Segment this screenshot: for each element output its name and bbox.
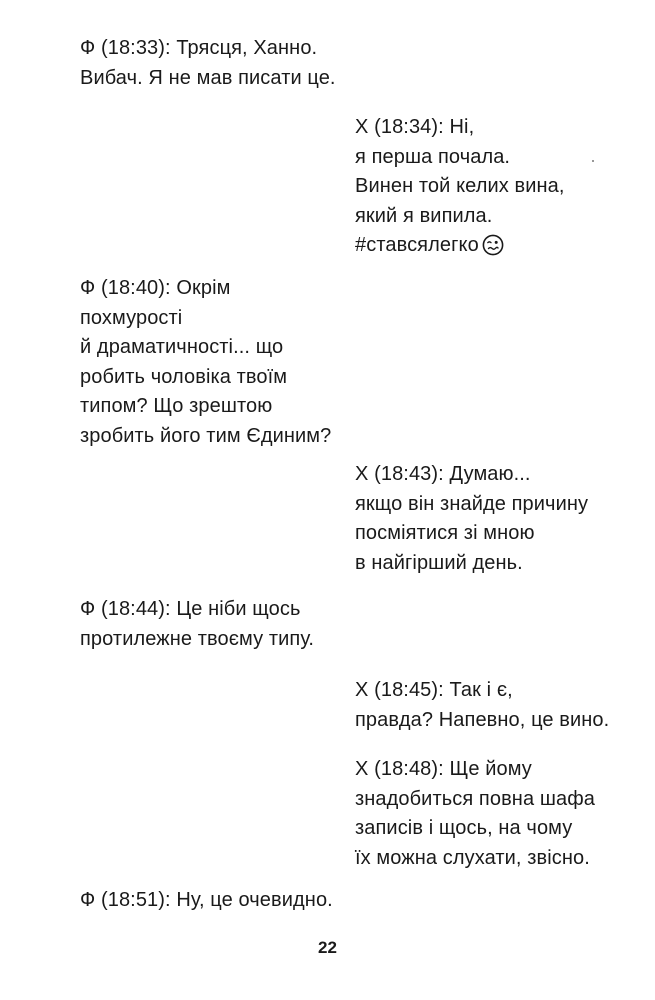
message-line: знадобиться повна шафа <box>355 787 595 810</box>
message-line: Х (18:34): Ні, <box>355 116 475 138</box>
message-line: я перша почала. <box>355 145 511 168</box>
message-h-1843 <box>355 460 588 578</box>
message-line: Ф (18:51): Ну, це очевидно. <box>80 889 333 911</box>
message-h-1834 <box>355 113 565 266</box>
message-line: записів і щось, на чому <box>355 817 573 839</box>
message-line: похмурості <box>80 306 183 329</box>
message-line: Х (18:48): Ще йому <box>355 758 532 780</box>
message-f-1851 <box>80 886 333 916</box>
message-f-1833 <box>80 34 336 93</box>
message-f-1844 <box>80 595 314 654</box>
message-line: в найгірший день. <box>355 551 523 574</box>
message-line: Ф (18:40): Окрім <box>80 277 231 299</box>
message-line: їх можна слухати, звісно. <box>355 846 590 869</box>
message-line: Х (18:43): Думаю... <box>355 463 531 485</box>
page-number: 22 <box>318 938 337 957</box>
message-line: Ф (18:33): Трясця, Ханно. <box>80 37 318 59</box>
message-line: протилежне твоєму типу. <box>80 627 315 650</box>
message-line: робить чоловіка твоїм <box>80 365 288 388</box>
message-line: типом? Що зрештою <box>80 395 273 417</box>
message-line: й драматичності... що <box>80 336 284 358</box>
woozy-face-icon <box>482 234 504 266</box>
message-line: правда? Напевно, це вино. <box>355 708 610 731</box>
message-line: якщо він знайде причину <box>355 492 589 515</box>
message-line-with-emoji <box>355 231 565 266</box>
message-line: Ф (18:44): Це ніби щось <box>80 598 301 620</box>
message-line: який я випила. <box>355 204 493 227</box>
message-line: зробить його тим Єдиним? <box>80 424 332 447</box>
message-line: Вибач. Я не мав писати це. <box>80 66 336 89</box>
hashtag: #ставсялегко <box>355 234 479 256</box>
message-line: Х (18:45): Так і є, <box>355 679 513 701</box>
message-f-1840 <box>80 274 331 451</box>
message-h-1845 <box>355 676 609 735</box>
message-line: Винен той келих вина, <box>355 175 565 197</box>
message-line: посміятися зі мною <box>355 522 535 544</box>
page-speck <box>592 160 594 162</box>
message-h-1848 <box>355 755 595 873</box>
